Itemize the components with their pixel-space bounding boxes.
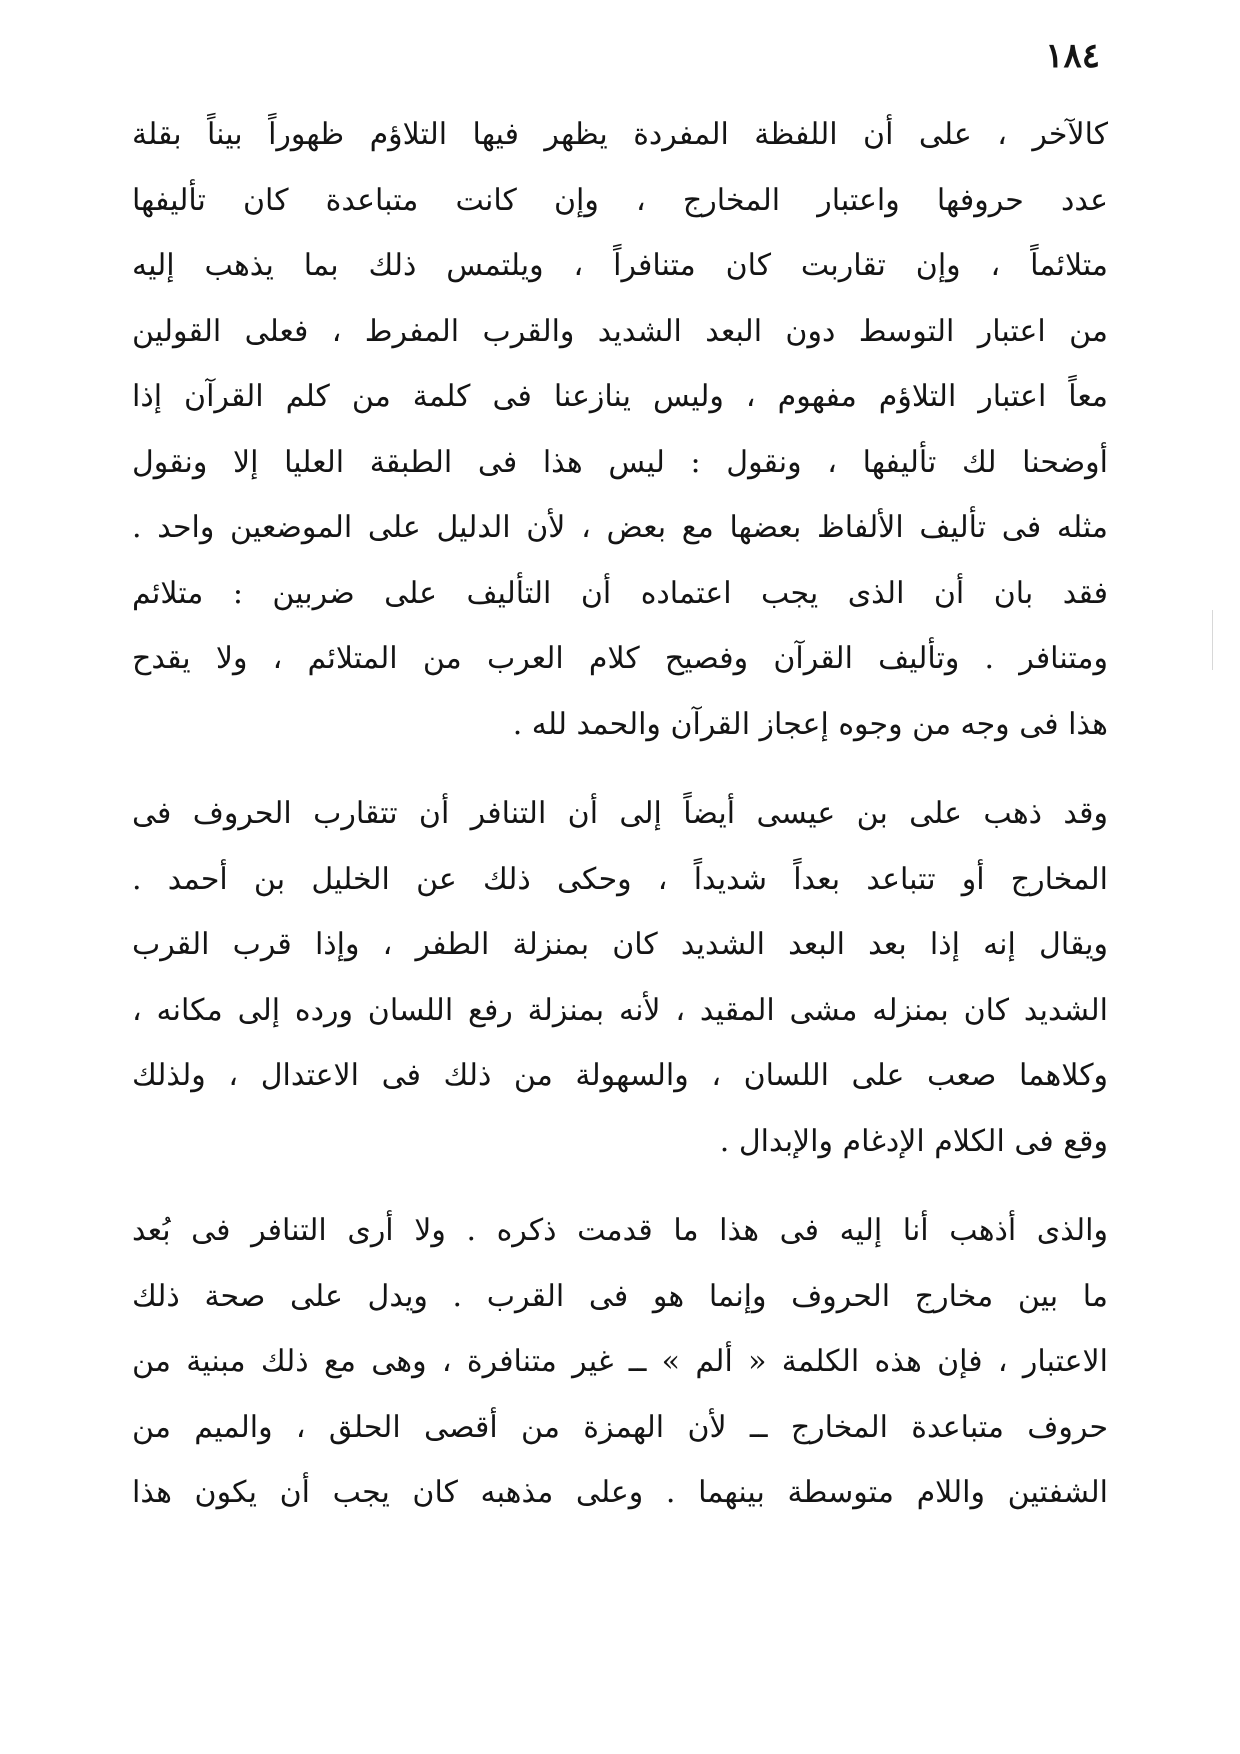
text-line: من اعتبار التوسط دون البعد الشديد والقرب المفرط ، فعلى القولين bbox=[132, 313, 1108, 349]
page-number: ١٨٤ bbox=[1045, 36, 1100, 76]
text-line: كالآخر ، على أن اللفظة المفردة يظهر فيها التلاؤم ظهوراً بيناً بقلة bbox=[132, 117, 1108, 152]
text-line: متلائماً ، وإن تقاربت كان متنافراً ، ويلتمس ذلك بما يذهب إليه bbox=[132, 248, 1108, 283]
text-line: الاعتبار ، فإن هذه الكلمة « ألم » ــ غير متنافرة ، وهى مع ذلك مبنية من bbox=[132, 1344, 1108, 1379]
text-line: أوضحنا لك تأليفها ، ونقول : ليس هذا فى الطبقة العليا إلا ونقول bbox=[132, 444, 1108, 480]
paragraph-2 bbox=[132, 781, 1108, 1174]
text-line: فقد بان أن الذى يجب اعتماده أن التأليف على ضربين : متلائم bbox=[132, 575, 1108, 611]
margin-mark bbox=[1212, 610, 1213, 670]
body-text bbox=[132, 102, 1108, 1526]
text-line: المخارج أو تتباعد بعداً شديداً ، وحكى ذلك عن الخليل بن أحمد . bbox=[132, 861, 1108, 897]
text-line: معاً اعتبار التلاؤم مفهوم ، وليس ينازعنا فى كلمة من كلم القرآن إذا bbox=[132, 379, 1108, 414]
paragraph-3 bbox=[132, 1198, 1108, 1526]
text-line: مثله فى تأليف الألفاظ بعضها مع بعض ، لأن الدليل على الموضعين واحد . bbox=[132, 510, 1108, 545]
text-line: عدد حروفها واعتبار المخارج ، وإن كانت متباعدة كان تأليفها bbox=[132, 182, 1108, 218]
text-line: والذى أذهب أنا إليه فى هذا ما قدمت ذكره . ولا أرى التنافر فى بُعد bbox=[132, 1213, 1108, 1248]
text-line: هذا فى وجه من وجوه إعجاز القرآن والحمد لله . bbox=[512, 706, 1108, 742]
text-line: وقد ذهب على بن عيسى أيضاً إلى أن التنافر أن تتقارب الحروف فى bbox=[132, 796, 1108, 831]
text-line: وقع فى الكلام الإدغام والإبدال . bbox=[719, 1123, 1108, 1159]
text-line: حروف متباعدة المخارج ــ لأن الهمزة من أقصى الحلق ، والميم من bbox=[132, 1409, 1108, 1445]
text-line: وكلاهما صعب على اللسان ، والسهولة من ذلك فى الاعتدال ، ولذلك bbox=[132, 1058, 1108, 1093]
paragraph-1 bbox=[132, 102, 1108, 757]
text-line: ومتنافر . وتأليف القرآن وفصيح كلام العرب من المتلائم ، ولا يقدح bbox=[132, 641, 1108, 676]
text-line: الشديد كان بمنزله مشى المقيد ، لأنه بمنزلة رفع اللسان ورده إلى مكانه ، bbox=[132, 992, 1108, 1028]
text-line: الشفتين واللام متوسطة بينهما . وعلى مذهبه كان يجب أن يكون هذا bbox=[132, 1475, 1108, 1510]
text-line: ما بين مخارج الحروف وإنما هو فى القرب . ويدل على صحة ذلك bbox=[132, 1278, 1108, 1314]
text-line: ويقال إنه إذا بعد البعد الشديد كان بمنزلة الطفر ، وإذا قرب القرب bbox=[132, 927, 1108, 962]
